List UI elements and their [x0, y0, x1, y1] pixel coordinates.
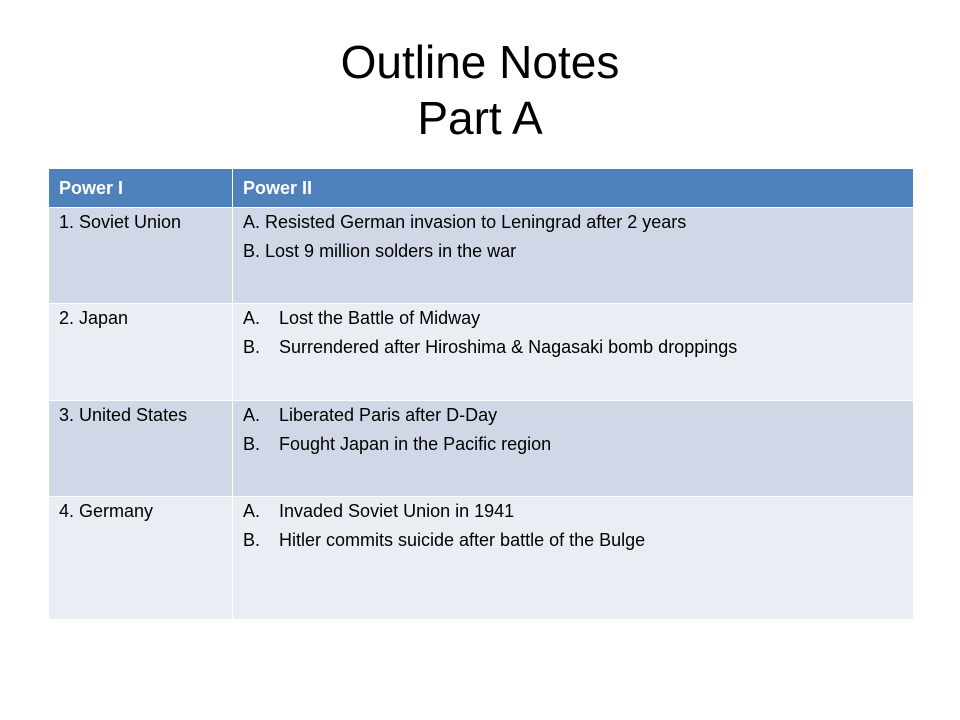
- event-item: [243, 208, 903, 237]
- table-header-row: [49, 169, 914, 208]
- table-row: [49, 304, 914, 401]
- event-item: [243, 526, 903, 555]
- event-text: Lost 9 million solders in the war: [265, 241, 517, 261]
- event-text: Liberated Paris after D-Day: [279, 405, 498, 425]
- event-text: Resisted German invasion to Leningrad after 2 years: [265, 212, 687, 232]
- event-text: Surrendered after Hiroshima & Nagasaki bomb droppings: [279, 337, 738, 357]
- power-name-cell: 1. Soviet Union: [49, 208, 233, 304]
- event-text: Fought Japan in the Pacific region: [279, 434, 552, 454]
- event-item: [243, 497, 903, 526]
- event-marker: A.: [243, 212, 261, 232]
- event-marker: B.: [243, 337, 261, 357]
- column-header-power-2: Power II: [233, 169, 914, 208]
- power-events-cell: [233, 304, 914, 401]
- slide-title-line-1: Outline Notes: [340, 36, 620, 88]
- event-marker: B.: [243, 434, 261, 454]
- outline-table: [48, 168, 914, 620]
- event-marker: A.: [243, 405, 261, 425]
- power-name-cell: 4. Germany: [49, 497, 233, 620]
- table-row: [49, 208, 914, 304]
- event-marker: B.: [243, 241, 261, 261]
- power-name-cell: 2. Japan: [49, 304, 233, 401]
- event-item: [243, 237, 903, 266]
- power-events-cell: [233, 208, 914, 304]
- event-item: [243, 401, 903, 430]
- event-marker: A.: [243, 308, 261, 328]
- event-text: Hitler commits suicide after battle of the Bulge: [279, 530, 646, 550]
- event-text: Lost the Battle of Midway: [279, 308, 481, 328]
- table-row: [49, 401, 914, 497]
- table-row: [49, 497, 914, 620]
- event-marker: B.: [243, 530, 261, 550]
- power-events-cell: [233, 401, 914, 497]
- event-text: Invaded Soviet Union in 1941: [279, 501, 515, 521]
- power-name-cell: 3. United States: [49, 401, 233, 497]
- event-item: [243, 430, 903, 459]
- slide-title-line-2: Part A: [417, 92, 543, 144]
- event-item: [243, 304, 903, 333]
- slide-title: [0, 34, 960, 146]
- event-item: [243, 333, 903, 362]
- column-header-power-1: Power I: [49, 169, 233, 208]
- power-events-cell: [233, 497, 914, 620]
- event-marker: A.: [243, 501, 261, 521]
